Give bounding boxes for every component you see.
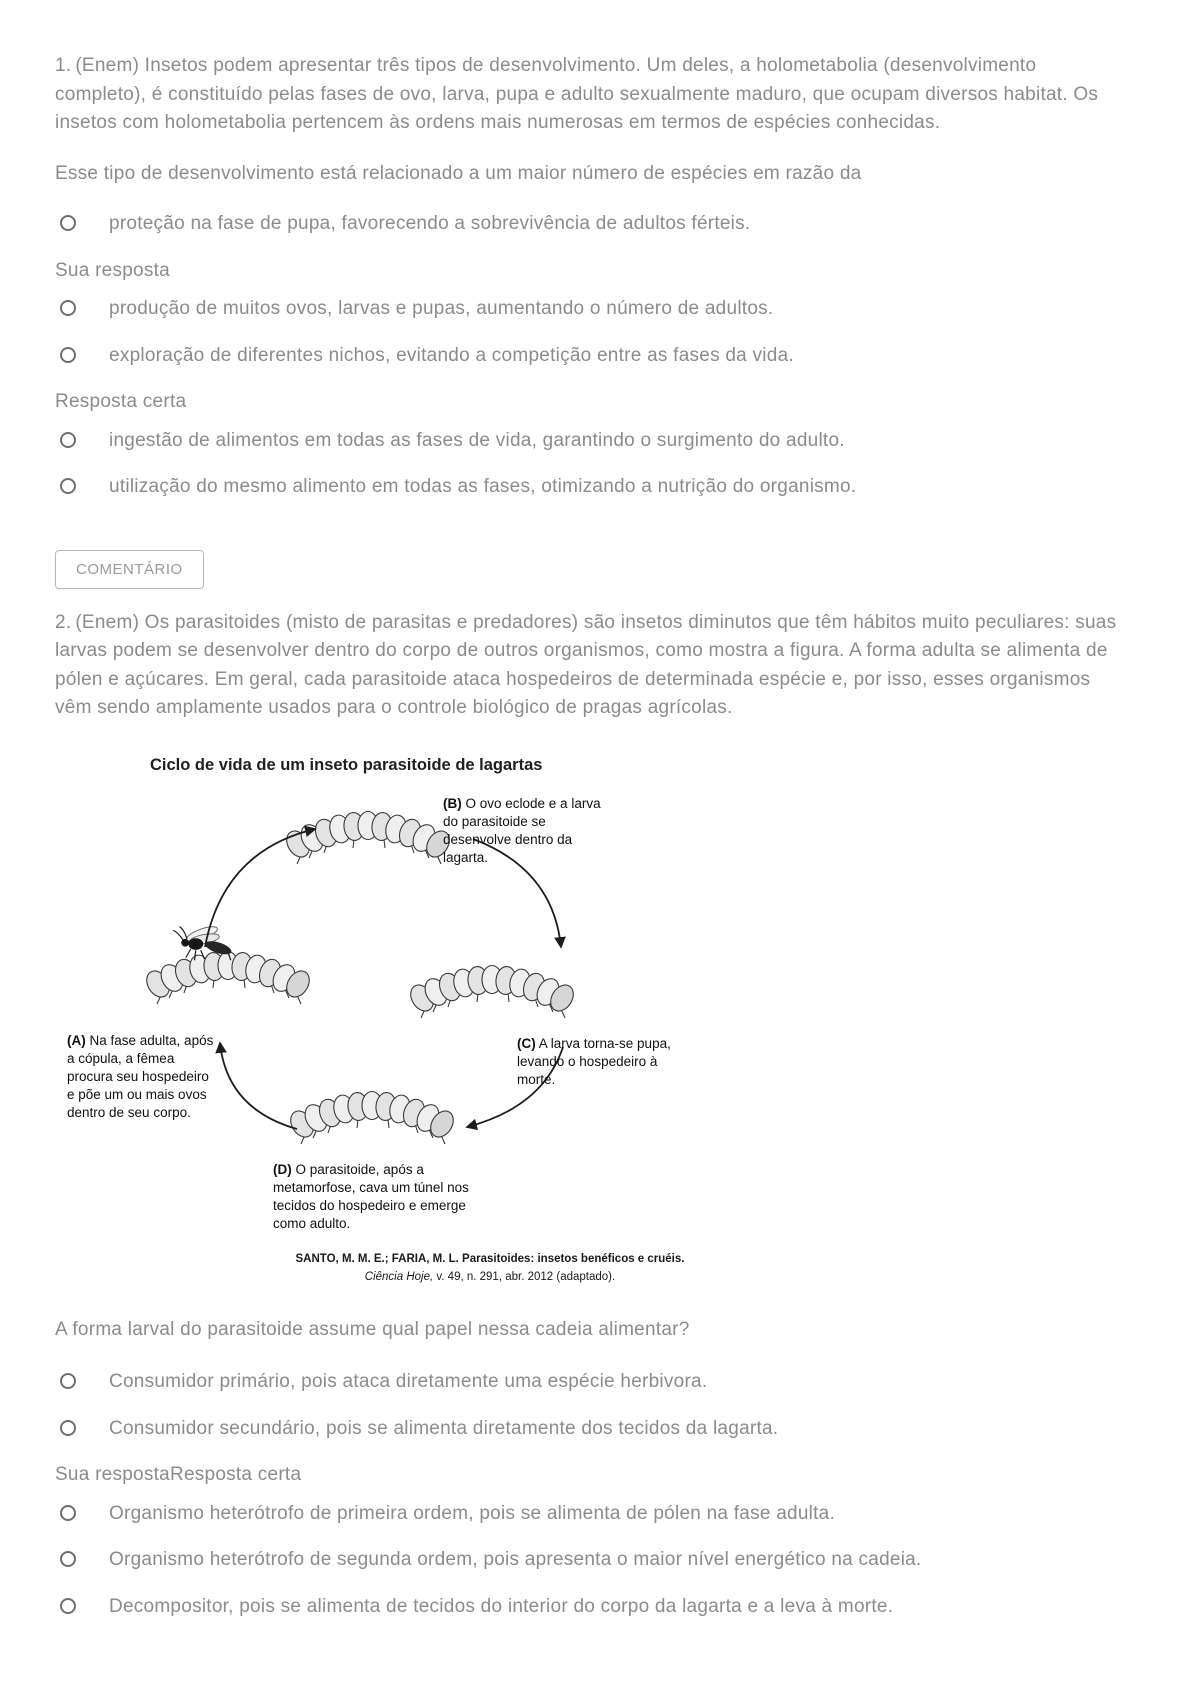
question-1 <box>55 52 1128 603</box>
radio-button[interactable] <box>60 1551 76 1567</box>
figure-label-d-text: O parasitoide, após a metamorfose, cava um túnel nos tecidos do hospedeiro e emerge como adulto. <box>273 1162 469 1231</box>
q1-option-row-1[interactable] <box>55 210 1128 239</box>
figure-label-c-tag: (C) <box>517 1036 536 1052</box>
caterpillar-stage-d-illustration <box>286 1092 458 1145</box>
option-label: produção de muitos ovos, larvas e pupas, aumentando o número de adultos. <box>109 298 774 319</box>
citation-journal: Ciência Hoje, <box>364 1270 434 1283</box>
figure-label-b-tag: (B) <box>443 796 462 812</box>
q2-option-row-1[interactable] <box>55 1368 1128 1397</box>
option-label: exploração de diferentes nichos, evitando a competição entre as fases da vida. <box>109 344 794 366</box>
question-2-text: (Enem) Os parasitoides (misto de parasitas e predadores) são insetos diminutos que têm hábitos muito peculiares: suas larvas podem se desenvolver dentro do corpo de outros organismos, como mostra a figura. A forma adulta se alimenta de pólen e açúcares. Em geral, cada parasitoide ataca hospedeiros de determinada espécie e, por isso, esses organismos vêm sendo amplamente usados para o controle biológico de pragas agrícolas. <box>55 611 1117 718</box>
option-label: Organismo heterótrofo de segunda ordem, pois apresenta o maior nível energético na cadeia. <box>109 1549 922 1571</box>
q2-option-row-3[interactable] <box>55 1500 1128 1529</box>
radio-button[interactable] <box>60 215 76 231</box>
q2-option-row-5[interactable] <box>55 1593 1128 1622</box>
q1-option-row-2[interactable] <box>55 295 1128 324</box>
radio-button[interactable] <box>60 432 76 448</box>
radio-button[interactable] <box>60 1373 76 1389</box>
caterpillar-stage-b-illustration <box>282 812 454 865</box>
figure-label-a-tag: (A) <box>67 1033 86 1049</box>
caterpillar-stage-c-illustration <box>406 966 578 1019</box>
comment-button[interactable]: COMENTÁRIO <box>55 550 204 589</box>
radio-button[interactable] <box>60 1505 76 1521</box>
question-2-number: 2. <box>55 611 72 633</box>
figure-title: Ciclo de vida de um inseto parasitoide de lagartas <box>150 755 543 774</box>
figure-citation <box>65 1251 755 1286</box>
figure-label-a <box>67 1032 217 1121</box>
question-2-stem <box>55 609 1128 723</box>
question-1-number: 1. <box>55 55 72 76</box>
figure-label-a-text: Na fase adulta, após a cópula, a fêmea procura seu hospedeiro e põe um ou mais ovos dentro de seu corpo. <box>67 1033 214 1120</box>
q2-option-row-4[interactable] <box>55 1546 1128 1575</box>
option-label: Organismo heterótrofo de primeira ordem, pois se alimenta de pólen na fase adulta. <box>109 1502 836 1524</box>
option-label: Decompositor, pois se alimenta de tecidos do interior do corpo da lagarta e a leva à morte. <box>109 1595 894 1617</box>
figure-label-c-text: A larva torna-se pupa, levando o hospedeiro à morte. <box>517 1036 671 1087</box>
figure-canvas <box>65 789 755 1251</box>
radio-button[interactable] <box>60 1420 76 1436</box>
figure-label-b <box>443 795 611 866</box>
q1-option-row-4[interactable] <box>55 427 1128 456</box>
option-label: proteção na fase de pupa, favorecendo a sobrevivência de adultos férteis. <box>109 213 751 234</box>
citation-line-2 <box>225 1269 755 1286</box>
question-2-lead: A forma larval do parasitoide assume qual papel nessa cadeia alimentar? <box>55 1318 690 1340</box>
option-label: ingestão de alimentos em todas as fases de vida, garantindo o surgimento do adulto. <box>109 429 845 451</box>
right-answer-label: Resposta certa <box>169 1464 302 1486</box>
q1-option-row-3[interactable] <box>55 342 1128 371</box>
your-answer-label: Sua resposta <box>55 259 170 281</box>
q2-option-row-2[interactable] <box>55 1415 1128 1444</box>
caterpillar-stage-a-illustration <box>142 952 314 1005</box>
right-answer-label: Resposta certa <box>55 391 187 412</box>
question-1-stem <box>55 52 1128 138</box>
question-1-text: (Enem) Insetos podem apresentar três tipos de desenvolvimento. Um deles, a holometabolia (desenvolvimento completo), é constituído pelas fases de ovo, larva, pupa e adulto sexualmente maduro, que ocupam diversos habitat. Os insetos com holometabolia pertencem às ordens mais numerosas em termos de espécies conhecidas. <box>55 55 1099 133</box>
question-1-lead: Esse tipo de desenvolvimento está relacionado a um maior número de espécies em razão da <box>55 162 862 184</box>
figure-label-c <box>517 1035 689 1088</box>
citation-rest: v. 49, n. 291, abr. 2012 (adaptado). <box>433 1270 616 1283</box>
life-cycle-figure <box>65 753 755 1286</box>
option-label: Consumidor primário, pois ataca diretamente uma espécie herbivora. <box>109 1371 708 1393</box>
radio-button[interactable] <box>60 1598 76 1614</box>
radio-button[interactable] <box>60 300 76 316</box>
question-2 <box>55 609 1128 1622</box>
your-and-right-answer-label <box>55 1461 1128 1490</box>
radio-button[interactable] <box>60 347 76 363</box>
figure-label-b-text: O ovo eclode e a larva do parasitoide se desenvolve dentro da lagarta. <box>443 796 601 865</box>
your-answer-label: Sua resposta <box>55 1464 170 1486</box>
citation-line-1: SANTO, M. M. E.; FARIA, M. L. Parasitoides: insetos benéficos e cruéis. <box>295 1253 685 1266</box>
option-label: utilização do mesmo alimento em todas as fases, otimizando a nutrição do organismo. <box>109 476 857 497</box>
q1-option-row-5[interactable] <box>55 473 1128 502</box>
radio-button[interactable] <box>60 478 76 494</box>
figure-label-d-tag: (D) <box>273 1162 292 1178</box>
option-label: Consumidor secundário, pois se alimenta diretamente dos tecidos da lagarta. <box>109 1417 779 1439</box>
figure-label-d <box>273 1161 491 1232</box>
